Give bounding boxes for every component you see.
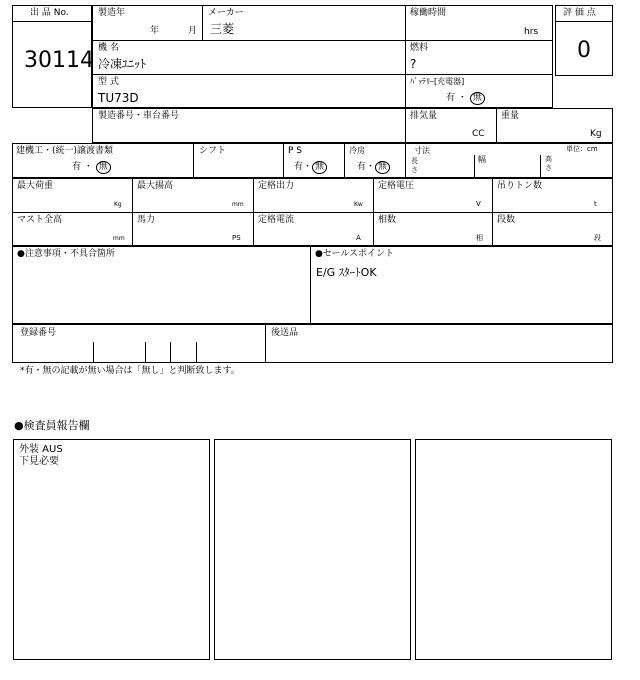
- max-lift-unit: mm: [232, 201, 244, 208]
- item-no-value: 30114: [24, 48, 94, 73]
- battery-label: ﾊﾞｯﾃﾘｰ[充電器]: [410, 77, 465, 86]
- phase-label: 相数: [378, 215, 397, 225]
- rated-voltage-unit: V: [476, 200, 481, 208]
- phase-unit: 相: [476, 234, 483, 242]
- transfer-options: 有 ・ 無: [72, 161, 111, 174]
- model-name-value: 冷凍ﾕﾆｯﾄ: [98, 57, 147, 71]
- fuel-value: ?: [410, 57, 417, 71]
- length-label: 長さ: [411, 157, 418, 174]
- inspector-report-box-2: [214, 439, 411, 660]
- shift-label: シフト: [199, 146, 227, 156]
- max-lift-label: 最大揚高: [137, 181, 174, 191]
- steps-label: 段数: [497, 215, 516, 225]
- sales-point-label: ●セールスポイント: [315, 249, 395, 259]
- inspector-report-line-2: 下見必要: [19, 456, 59, 467]
- horsepower-label: 馬力: [137, 215, 156, 225]
- width-label: 幅: [478, 155, 486, 164]
- transfer-no-circled: 無: [96, 161, 111, 174]
- serial-label: 製造番号・車台番号: [98, 111, 180, 121]
- rating-value: 0: [577, 38, 591, 63]
- year-label: 製造年: [98, 8, 126, 18]
- crane-tonnage-label: 吊りトン数: [497, 181, 543, 191]
- inspector-report-line-1: 外装 AUS: [19, 444, 63, 455]
- inspector-report-box-3: [415, 439, 612, 660]
- transfer-docs-label: 建機工・(統一)譲渡書類: [16, 146, 114, 156]
- ps-no-circled: 無: [312, 161, 327, 174]
- shipping-label: 後送品: [271, 328, 299, 338]
- rated-voltage-label: 定格電圧: [378, 181, 415, 191]
- displacement-label: 排気量: [410, 111, 438, 121]
- steps-unit: 段: [594, 234, 601, 242]
- ac-label: 冷房: [349, 146, 365, 155]
- dims-label: 寸法: [414, 146, 430, 155]
- fuel-label: 燃料: [410, 43, 429, 53]
- year-unit: 年: [150, 26, 160, 36]
- model-type-label: 型 式: [98, 77, 119, 87]
- horsepower-unit: PS: [232, 234, 241, 242]
- maker-label: メーカー: [208, 8, 244, 18]
- unit-note: 単位：cm: [566, 145, 598, 153]
- registration-box: [12, 324, 613, 363]
- month-unit: 月: [188, 26, 198, 36]
- rating-label: 評 価 点: [563, 8, 596, 18]
- battery-options: 有 ・ 無: [446, 92, 485, 105]
- footnote: *有・無の記載が無い場合は「無し」と判断致します。: [20, 366, 240, 376]
- rated-current-unit: A: [356, 234, 361, 242]
- item-no-label: 出 品 No.: [30, 8, 69, 18]
- ps-label: P S: [288, 146, 303, 156]
- ac-no-circled: 無: [375, 161, 390, 174]
- rated-current-label: 定格電流: [258, 215, 295, 225]
- displacement-unit: CC: [472, 129, 485, 139]
- sales-point-text: E/G ｽﾀｰﾄOK: [316, 266, 377, 279]
- ps-options: 有・ 無: [294, 161, 327, 174]
- mast-height-label: マスト全高: [17, 215, 63, 225]
- max-load-label: 最大荷重: [17, 181, 54, 191]
- registration-label: 登録番号: [20, 328, 57, 338]
- model-type-value: TU73D: [98, 91, 139, 105]
- rated-output-label: 定格出力: [258, 181, 295, 191]
- weight-unit: Kg: [590, 129, 602, 139]
- rated-output-unit: Kw: [354, 201, 363, 208]
- ac-options: 有・ 無: [357, 161, 390, 174]
- model-name-label: 機 名: [98, 43, 119, 53]
- battery-yes: 有: [446, 93, 456, 103]
- battery-no-circled: 無: [470, 92, 485, 105]
- max-load-unit: Kg: [114, 201, 122, 208]
- maker-value: 三菱: [210, 22, 235, 36]
- height-label: 高さ: [545, 155, 552, 172]
- inspector-report-box-1: [13, 439, 210, 660]
- hours-unit: hrs: [524, 27, 539, 37]
- inspector-section-title: ●検査員報告欄: [14, 419, 90, 432]
- mast-height-unit: mm: [113, 235, 125, 242]
- issues-label: ●注意事項・不具合箇所: [17, 249, 115, 259]
- weight-label: 重量: [501, 111, 520, 121]
- hours-label: 稼働時間: [410, 8, 447, 18]
- crane-tonnage-unit: t: [594, 200, 597, 208]
